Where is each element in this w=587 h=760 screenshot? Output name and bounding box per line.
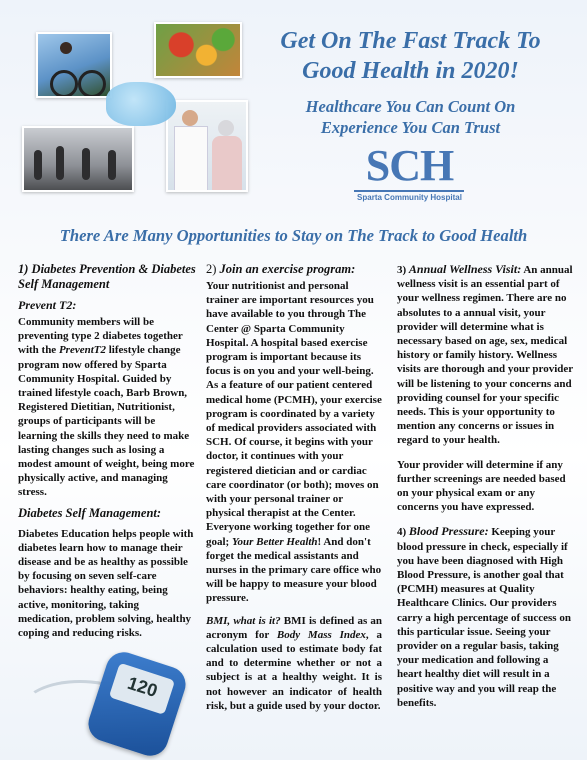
- tagline-line-2: Experience You Can Trust: [320, 118, 501, 137]
- glucose-meter-image: [12, 640, 187, 755]
- meter-body: [84, 648, 190, 760]
- self-management-heading: Diabetes Self Management:: [18, 505, 162, 520]
- section-heading: There Are Many Opportunities to Stay on The Track to Good Health: [59, 226, 528, 245]
- bmi-text: BMI, what is it? BMI is defined as an acronym for Body Mass Index, a calculation used to estimate body fat and to determine whether or not a subject is at a healthy weight. It is not however an indicator of health risk, but a guide used by your doctor.: [206, 614, 383, 712]
- heart-hands-glove-image: [106, 82, 176, 126]
- meter-screen: [109, 663, 175, 715]
- headline-line-1: Get On The Fast Track To: [280, 28, 541, 54]
- headline-line-2: Good Health in 2020!: [302, 58, 519, 84]
- self-management-text: Diabetes Education helps people with diabetes learn how to manage their disease and be as healthy as possible by focusing on seven self-care behaviors: healthy eating, being active, monitoring, taking medication, problem solving, healthy coping and reducing risks.: [18, 527, 194, 640]
- doctor-patient-photo: [166, 100, 248, 192]
- screenings-text: Your provider will determine if any further screenings are needed based on your physical exam or any concerns you have expressed.: [397, 458, 566, 514]
- prevent-t2-text: Community members will be preventing type 2 diabetes together with the PreventT2 lifestyle change program now offered by Sparta Community Hospital. Guided by trained lifestyle coach, Barb Brown, Registered Dietitian, Nutritionist, groups of participants will be learning the skills they need to make lasting changes such as losing a modest amount of weight, being more physically active, and managing stress.: [18, 316, 195, 499]
- main-headline: [248, 26, 573, 86]
- yoga-class-photo: [22, 126, 134, 192]
- photo-collage: [14, 22, 246, 202]
- meter-reading: 120: [125, 672, 160, 702]
- vegetables-photo: [154, 22, 242, 78]
- exercise-heading: 2) Join an exercise program:: [206, 262, 356, 276]
- logo-hospital-name: Sparta Community Hospital: [357, 193, 462, 202]
- diabetes-heading: 1) Diabetes Prevention & Diabetes Self Management: [18, 262, 196, 291]
- exercise-text: Your nutritionist and personal trainer are important resources you have available to you through The Center @ Sparta Community Hospital. A hospital based exercise program is important because its focus is on you and your well-being. As a feature of our patient centered medical home (PCMH), your exercise program is coordinated by a variety of medical providers associated with SCH. Of course, it begins with your doctor, it continues with your registered dietician and or cardiac care coordinator (or both); moves on with your personal trainer or physical therapist at the Center. Everyone working together for one goal; Your Better Health! And don't forget the medical assistants and nurses in the primary care office who will be happy to measure your blood pressure.: [206, 280, 382, 605]
- hospital-logo: [352, 142, 467, 204]
- blood-pressure-text: 4) Blood Pressure: Keeping your blood pressure in check, especially if you have been diagnosed with High Blood Pressure, is another goal that (PCMH) measures at Quality Healthcare Clinics. Our providers carry a high percentage of success on this particular issue. Seeing your provider on a regular basis, taking your medication and following a heart healthy diet will result in a positive way and you will reap the benefits.: [397, 524, 571, 709]
- tagline-line-1: Healthcare You Can Count On: [305, 97, 516, 116]
- logo-letters: SCH: [365, 141, 454, 190]
- column-diabetes: [18, 262, 196, 646]
- column-wellness: [397, 262, 575, 716]
- tagline: [248, 96, 573, 138]
- cyclist-photo: [36, 32, 112, 98]
- wellness-text: 3) Annual Wellness Visit: An annual wellness visit is an essential part of your wellness regimen. There are no absolutes to a annual visit, your provider will determine what is necessary based on age, sex, medical history or family history. Wellness visits are thorough and your provider will be listening to your concerns and providing counsel for your specific needs. This is your opportunity to mention any concerns or issues in regard to your health.: [397, 262, 573, 447]
- prevent-t2-heading: Prevent T2:: [18, 298, 77, 312]
- column-exercise: [206, 262, 382, 719]
